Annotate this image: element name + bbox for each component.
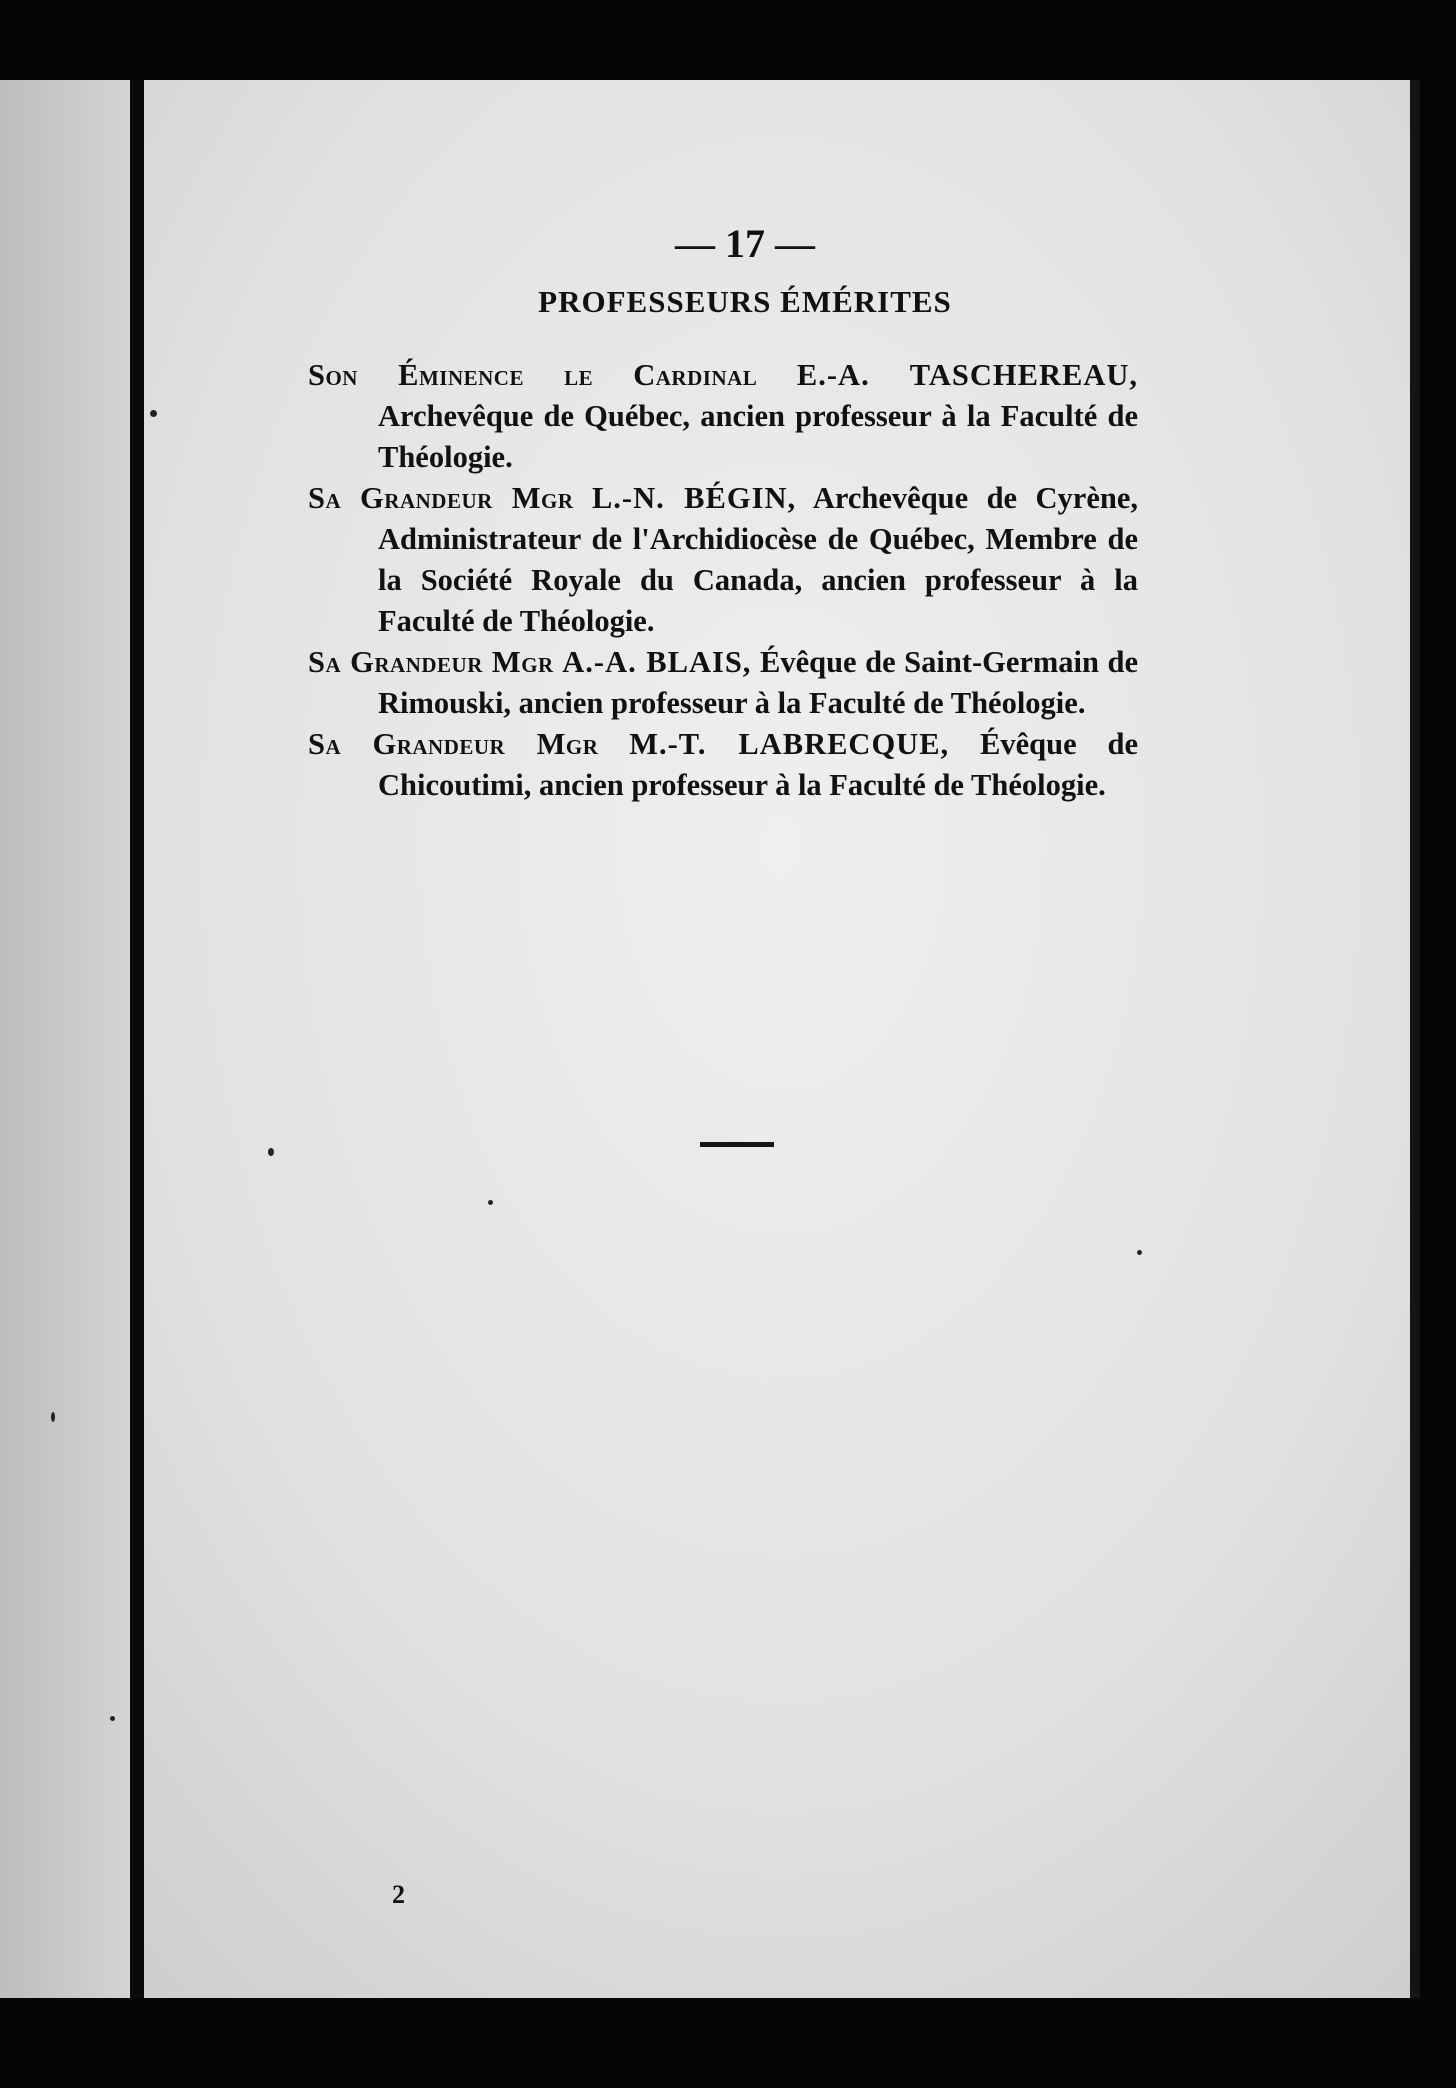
signature-mark: 2: [392, 1880, 405, 1909]
ink-speck: [1137, 1250, 1142, 1255]
entry-text: Évêque de Saint-Germain de Rimouski, ancien professeur à la Faculté de Théologie.: [378, 645, 1139, 720]
entry-honorific: Sa Grandeur Mgr: [308, 645, 554, 679]
entry-honorific: Son Éminence le Cardinal: [308, 358, 758, 392]
emeritus-list: [308, 355, 1138, 806]
binding-gutter: [130, 80, 144, 1998]
entry-name: L.-N. BÉGIN,: [591, 481, 797, 515]
document-page: [0, 80, 1420, 1998]
entry-name: E.-A. TASCHEREAU,: [796, 358, 1138, 392]
entry-honorific: Sa Grandeur Mgr: [308, 481, 574, 515]
entry-name: M.-T. LABRECQUE,: [629, 727, 950, 761]
entry-honorific: Sa Grandeur Mgr: [308, 727, 599, 761]
page-number: — 17 —: [675, 221, 815, 266]
list-item: [308, 642, 1138, 724]
list-item: [308, 724, 1138, 806]
entry-text: Archevêque de Cyrène, Administrateur de l'Archidiocèse de Québec, Membre de la Société Royale du Canada, ancien professeur à la Faculté de Théologie.: [378, 481, 1139, 638]
ink-speck: [150, 410, 157, 417]
entry-name: A.-A. BLAIS,: [562, 645, 752, 679]
list-item: [308, 355, 1138, 478]
ink-speck: [51, 1412, 55, 1422]
list-item: [308, 478, 1138, 642]
page-right-edge: [1410, 80, 1420, 1998]
end-rule: [700, 1142, 774, 1147]
entry-text: Archevêque de Québec, ancien professeur à la Faculté de Théologie.: [378, 399, 1138, 474]
facing-page-edge: [0, 80, 130, 1998]
section-title: PROFESSEURS ÉMÉRITES: [538, 284, 952, 319]
entry-text: Évêque de Chicoutimi, ancien professeur à la Faculté de Théologie.: [378, 727, 1138, 802]
ink-speck: [110, 1716, 115, 1721]
ink-speck: [488, 1200, 493, 1205]
ink-speck: [268, 1148, 274, 1156]
